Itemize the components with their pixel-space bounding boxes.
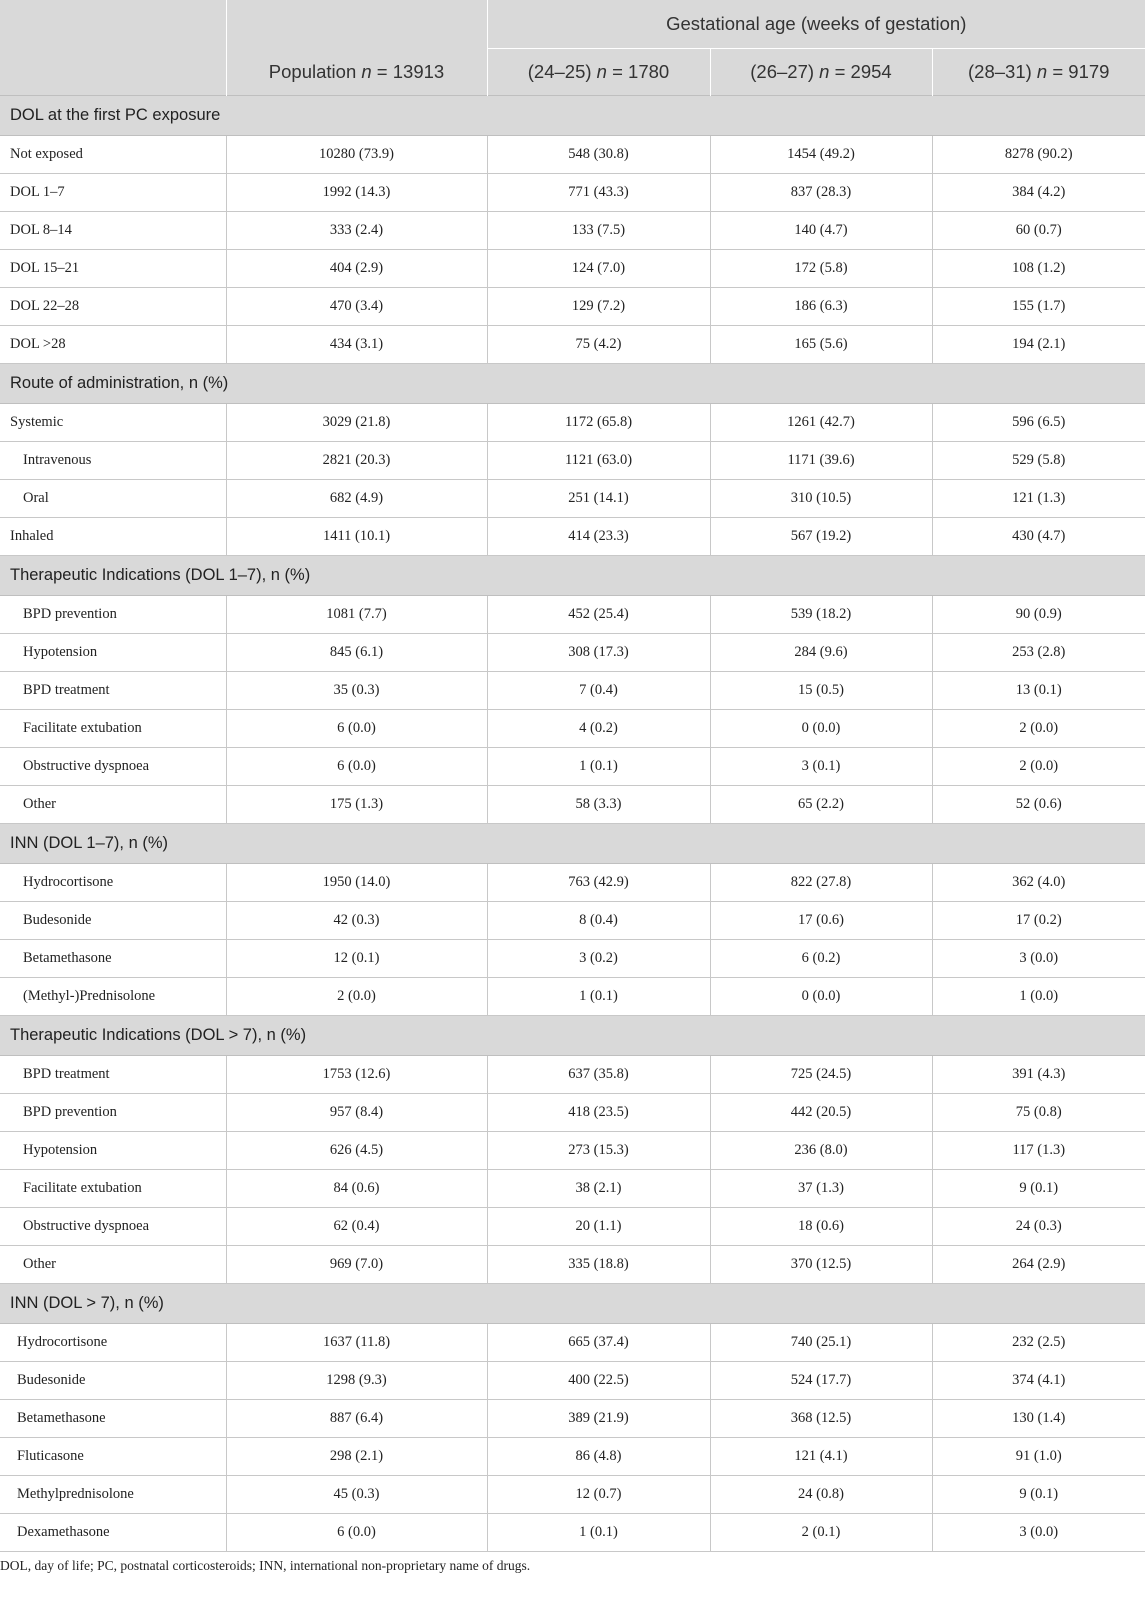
table-row	[0, 940, 1145, 978]
table-row	[0, 634, 1145, 672]
row-label: Systemic	[0, 404, 226, 442]
row-label: Budesonide	[0, 902, 226, 940]
table-cell: 637 (35.8)	[487, 1056, 710, 1094]
table-cell: 108 (1.2)	[932, 250, 1145, 288]
table-cell: 1950 (14.0)	[226, 864, 487, 902]
row-label: BPD prevention	[0, 1094, 226, 1132]
table-row	[0, 480, 1145, 518]
table-cell: 172 (5.8)	[710, 250, 932, 288]
table-cell: 60 (0.7)	[932, 212, 1145, 250]
table-cell: 130 (1.4)	[932, 1400, 1145, 1438]
table-cell: 10280 (73.9)	[226, 136, 487, 174]
table-row	[0, 250, 1145, 288]
table-cell: 24 (0.8)	[710, 1476, 932, 1514]
row-label: Other	[0, 786, 226, 824]
row-label: Betamethasone	[0, 940, 226, 978]
table-cell: 6 (0.0)	[226, 710, 487, 748]
table-cell: 236 (8.0)	[710, 1132, 932, 1170]
row-label: DOL 22–28	[0, 288, 226, 326]
table-cell: 86 (4.8)	[487, 1438, 710, 1476]
row-label: Oral	[0, 480, 226, 518]
table-row	[0, 442, 1145, 480]
table-cell: 175 (1.3)	[226, 786, 487, 824]
table-cell: 529 (5.8)	[932, 442, 1145, 480]
table-cell: 4 (0.2)	[487, 710, 710, 748]
table-cell: 2821 (20.3)	[226, 442, 487, 480]
section-title: INN (DOL 1–7), n (%)	[0, 824, 1145, 864]
section-header-row	[0, 96, 1145, 136]
table-body	[0, 96, 1145, 1552]
section-header-row	[0, 1284, 1145, 1324]
table-cell: 194 (2.1)	[932, 326, 1145, 364]
header-corner-cell	[0, 0, 226, 49]
table-cell: 12 (0.1)	[226, 940, 487, 978]
table-cell: 273 (15.3)	[487, 1132, 710, 1170]
table-row	[0, 710, 1145, 748]
table-row	[0, 596, 1145, 634]
table-cell: 38 (2.1)	[487, 1170, 710, 1208]
table-cell: 740 (25.1)	[710, 1324, 932, 1362]
table-cell: 391 (4.3)	[932, 1056, 1145, 1094]
section-title: Therapeutic Indications (DOL > 7), n (%)	[0, 1016, 1145, 1056]
section-title: DOL at the first PC exposure	[0, 96, 1145, 136]
table-cell: 20 (1.1)	[487, 1208, 710, 1246]
row-label: Not exposed	[0, 136, 226, 174]
table-cell: 310 (10.5)	[710, 480, 932, 518]
table-cell: 2 (0.0)	[226, 978, 487, 1016]
table-cell: 2 (0.0)	[932, 710, 1145, 748]
table-cell: 1261 (42.7)	[710, 404, 932, 442]
row-label: Fluticasone	[0, 1438, 226, 1476]
table-cell: 0 (0.0)	[710, 978, 932, 1016]
table-cell: 957 (8.4)	[226, 1094, 487, 1132]
table-row	[0, 212, 1145, 250]
table-cell: 3 (0.0)	[932, 940, 1145, 978]
table-row	[0, 404, 1145, 442]
table-cell: 18 (0.6)	[710, 1208, 932, 1246]
table-cell: 430 (4.7)	[932, 518, 1145, 556]
table-cell: 470 (3.4)	[226, 288, 487, 326]
table-cell: 1637 (11.8)	[226, 1324, 487, 1362]
table-cell: 75 (0.8)	[932, 1094, 1145, 1132]
table-cell: 1081 (7.7)	[226, 596, 487, 634]
table-cell: 6 (0.2)	[710, 940, 932, 978]
table-row	[0, 288, 1145, 326]
row-label: (Methyl-)Prednisolone	[0, 978, 226, 1016]
table-cell: 253 (2.8)	[932, 634, 1145, 672]
table-cell: 370 (12.5)	[710, 1246, 932, 1284]
table-row	[0, 1324, 1145, 1362]
section-title: INN (DOL > 7), n (%)	[0, 1284, 1145, 1324]
table-footnote: DOL, day of life; PC, postnatal corticosteroids; INN, international non-proprietary name of drugs.	[0, 1558, 531, 1573]
row-label: Betamethasone	[0, 1400, 226, 1438]
table-row	[0, 1056, 1145, 1094]
row-label: Obstructive dyspnoea	[0, 1208, 226, 1246]
table-cell: 335 (18.8)	[487, 1246, 710, 1284]
table-cell: 84 (0.6)	[226, 1170, 487, 1208]
table-cell: 763 (42.9)	[487, 864, 710, 902]
table-cell: 1 (0.1)	[487, 748, 710, 786]
table-row	[0, 326, 1145, 364]
table-cell: 725 (24.5)	[710, 1056, 932, 1094]
table-cell: 121 (1.3)	[932, 480, 1145, 518]
table-cell: 452 (25.4)	[487, 596, 710, 634]
table-cell: 264 (2.9)	[932, 1246, 1145, 1284]
row-label: Obstructive dyspnoea	[0, 748, 226, 786]
table-row	[0, 1476, 1145, 1514]
table-cell: 0 (0.0)	[710, 710, 932, 748]
table-cell: 62 (0.4)	[226, 1208, 487, 1246]
table-row	[0, 518, 1145, 556]
table-cell: 1121 (63.0)	[487, 442, 710, 480]
table-cell: 1753 (12.6)	[226, 1056, 487, 1094]
row-label: Budesonide	[0, 1362, 226, 1400]
table-cell: 389 (21.9)	[487, 1400, 710, 1438]
table-cell: 17 (0.2)	[932, 902, 1145, 940]
table-cell: 15 (0.5)	[710, 672, 932, 710]
table-cell: 333 (2.4)	[226, 212, 487, 250]
table-row	[0, 864, 1145, 902]
table-cell: 35 (0.3)	[226, 672, 487, 710]
table-cell: 140 (4.7)	[710, 212, 932, 250]
row-label: Hypotension	[0, 634, 226, 672]
table-cell: 7 (0.4)	[487, 672, 710, 710]
table-cell: 1454 (49.2)	[710, 136, 932, 174]
table-cell: 1 (0.0)	[932, 978, 1145, 1016]
table-cell: 8 (0.4)	[487, 902, 710, 940]
section-header-row	[0, 1016, 1145, 1056]
table-cell: 2 (0.0)	[932, 748, 1145, 786]
table-row	[0, 1246, 1145, 1284]
table-row	[0, 748, 1145, 786]
table-cell: 626 (4.5)	[226, 1132, 487, 1170]
table-cell: 121 (4.1)	[710, 1438, 932, 1476]
table-row	[0, 672, 1145, 710]
table-cell: 404 (2.9)	[226, 250, 487, 288]
table-row	[0, 1362, 1145, 1400]
header-label-column	[0, 49, 226, 96]
table-cell: 58 (3.3)	[487, 786, 710, 824]
table-cell: 822 (27.8)	[710, 864, 932, 902]
row-label: Inhaled	[0, 518, 226, 556]
table-cell: 37 (1.3)	[710, 1170, 932, 1208]
table-cell: 567 (19.2)	[710, 518, 932, 556]
table-cell: 9 (0.1)	[932, 1476, 1145, 1514]
table-cell: 155 (1.7)	[932, 288, 1145, 326]
table-cell: 251 (14.1)	[487, 480, 710, 518]
table-cell: 6 (0.0)	[226, 1514, 487, 1552]
row-label: Hydrocortisone	[0, 1324, 226, 1362]
section-header-row	[0, 556, 1145, 596]
table-cell: 539 (18.2)	[710, 596, 932, 634]
table-cell: 1 (0.1)	[487, 1514, 710, 1552]
table-cell: 12 (0.7)	[487, 1476, 710, 1514]
table-cell: 368 (12.5)	[710, 1400, 932, 1438]
table-cell: 298 (2.1)	[226, 1438, 487, 1476]
table-cell: 384 (4.2)	[932, 174, 1145, 212]
table-cell: 17 (0.6)	[710, 902, 932, 940]
table-cell: 969 (7.0)	[226, 1246, 487, 1284]
row-label: BPD prevention	[0, 596, 226, 634]
row-label: Other	[0, 1246, 226, 1284]
row-label: DOL >28	[0, 326, 226, 364]
table-row	[0, 1514, 1145, 1552]
table-cell: 3 (0.0)	[932, 1514, 1145, 1552]
table-cell: 9 (0.1)	[932, 1170, 1145, 1208]
table-row	[0, 1094, 1145, 1132]
table-cell: 91 (1.0)	[932, 1438, 1145, 1476]
table-cell: 2 (0.1)	[710, 1514, 932, 1552]
row-label: Dexamethasone	[0, 1514, 226, 1552]
table-cell: 42 (0.3)	[226, 902, 487, 940]
table-cell: 1172 (65.8)	[487, 404, 710, 442]
table-row	[0, 1208, 1145, 1246]
table-cell: 3 (0.1)	[710, 748, 932, 786]
table-row	[0, 174, 1145, 212]
table-cell: 1171 (39.6)	[710, 442, 932, 480]
table-row	[0, 1170, 1145, 1208]
column-header-ga-28-31: (28–31) n = 9179	[932, 49, 1145, 96]
table-cell: 284 (9.6)	[710, 634, 932, 672]
table-cell: 887 (6.4)	[226, 1400, 487, 1438]
row-label: DOL 1–7	[0, 174, 226, 212]
table-cell: 165 (5.6)	[710, 326, 932, 364]
row-label: Facilitate extubation	[0, 710, 226, 748]
table-cell: 845 (6.1)	[226, 634, 487, 672]
table-cell: 13 (0.1)	[932, 672, 1145, 710]
table-cell: 3 (0.2)	[487, 940, 710, 978]
table-cell: 90 (0.9)	[932, 596, 1145, 634]
table-cell: 186 (6.3)	[710, 288, 932, 326]
row-label: Intravenous	[0, 442, 226, 480]
table-cell: 524 (17.7)	[710, 1362, 932, 1400]
table-cell: 434 (3.1)	[226, 326, 487, 364]
table-row	[0, 786, 1145, 824]
table-cell: 117 (1.3)	[932, 1132, 1145, 1170]
row-label: Hydrocortisone	[0, 864, 226, 902]
table-row	[0, 1438, 1145, 1476]
gestational-age-group-header: Gestational age (weeks of gestation)	[487, 0, 1145, 49]
table-cell: 232 (2.5)	[932, 1324, 1145, 1362]
section-header-row	[0, 824, 1145, 864]
row-label: Facilitate extubation	[0, 1170, 226, 1208]
row-label: DOL 15–21	[0, 250, 226, 288]
table-cell: 418 (23.5)	[487, 1094, 710, 1132]
table-cell: 129 (7.2)	[487, 288, 710, 326]
table-row	[0, 1132, 1145, 1170]
section-title: Therapeutic Indications (DOL 1–7), n (%)	[0, 556, 1145, 596]
row-label: Hypotension	[0, 1132, 226, 1170]
table-cell: 308 (17.3)	[487, 634, 710, 672]
table-cell: 75 (4.2)	[487, 326, 710, 364]
table-cell: 52 (0.6)	[932, 786, 1145, 824]
table-cell: 6 (0.0)	[226, 748, 487, 786]
table-cell: 1 (0.1)	[487, 978, 710, 1016]
table-cell: 414 (23.3)	[487, 518, 710, 556]
table-cell: 45 (0.3)	[226, 1476, 487, 1514]
row-label: Methylprednisolone	[0, 1476, 226, 1514]
table-row	[0, 902, 1145, 940]
table-cell: 682 (4.9)	[226, 480, 487, 518]
table-cell: 24 (0.3)	[932, 1208, 1145, 1246]
table-cell: 442 (20.5)	[710, 1094, 932, 1132]
table-cell: 596 (6.5)	[932, 404, 1145, 442]
table-cell: 124 (7.0)	[487, 250, 710, 288]
table-cell: 837 (28.3)	[710, 174, 932, 212]
column-header-ga-24-25: (24–25) n = 1780	[487, 49, 710, 96]
table-cell: 771 (43.3)	[487, 174, 710, 212]
table-row	[0, 978, 1145, 1016]
table-cell: 665 (37.4)	[487, 1324, 710, 1362]
column-header-population: Population n = 13913	[226, 49, 487, 96]
table-cell: 1411 (10.1)	[226, 518, 487, 556]
table-cell: 65 (2.2)	[710, 786, 932, 824]
row-label: BPD treatment	[0, 672, 226, 710]
table-cell: 3029 (21.8)	[226, 404, 487, 442]
section-title: Route of administration, n (%)	[0, 364, 1145, 404]
column-header-ga-26-27: (26–27) n = 2954	[710, 49, 932, 96]
table-cell: 400 (22.5)	[487, 1362, 710, 1400]
section-header-row	[0, 364, 1145, 404]
table-cell: 8278 (90.2)	[932, 136, 1145, 174]
table-row	[0, 1400, 1145, 1438]
table-cell: 1298 (9.3)	[226, 1362, 487, 1400]
table-cell: 548 (30.8)	[487, 136, 710, 174]
table-cell: 1992 (14.3)	[226, 174, 487, 212]
table-cell: 374 (4.1)	[932, 1362, 1145, 1400]
header-population-spacer	[226, 0, 487, 49]
table-header	[0, 0, 1145, 96]
table-cell: 133 (7.5)	[487, 212, 710, 250]
row-label: DOL 8–14	[0, 212, 226, 250]
table-row	[0, 136, 1145, 174]
table-cell: 362 (4.0)	[932, 864, 1145, 902]
row-label: BPD treatment	[0, 1056, 226, 1094]
